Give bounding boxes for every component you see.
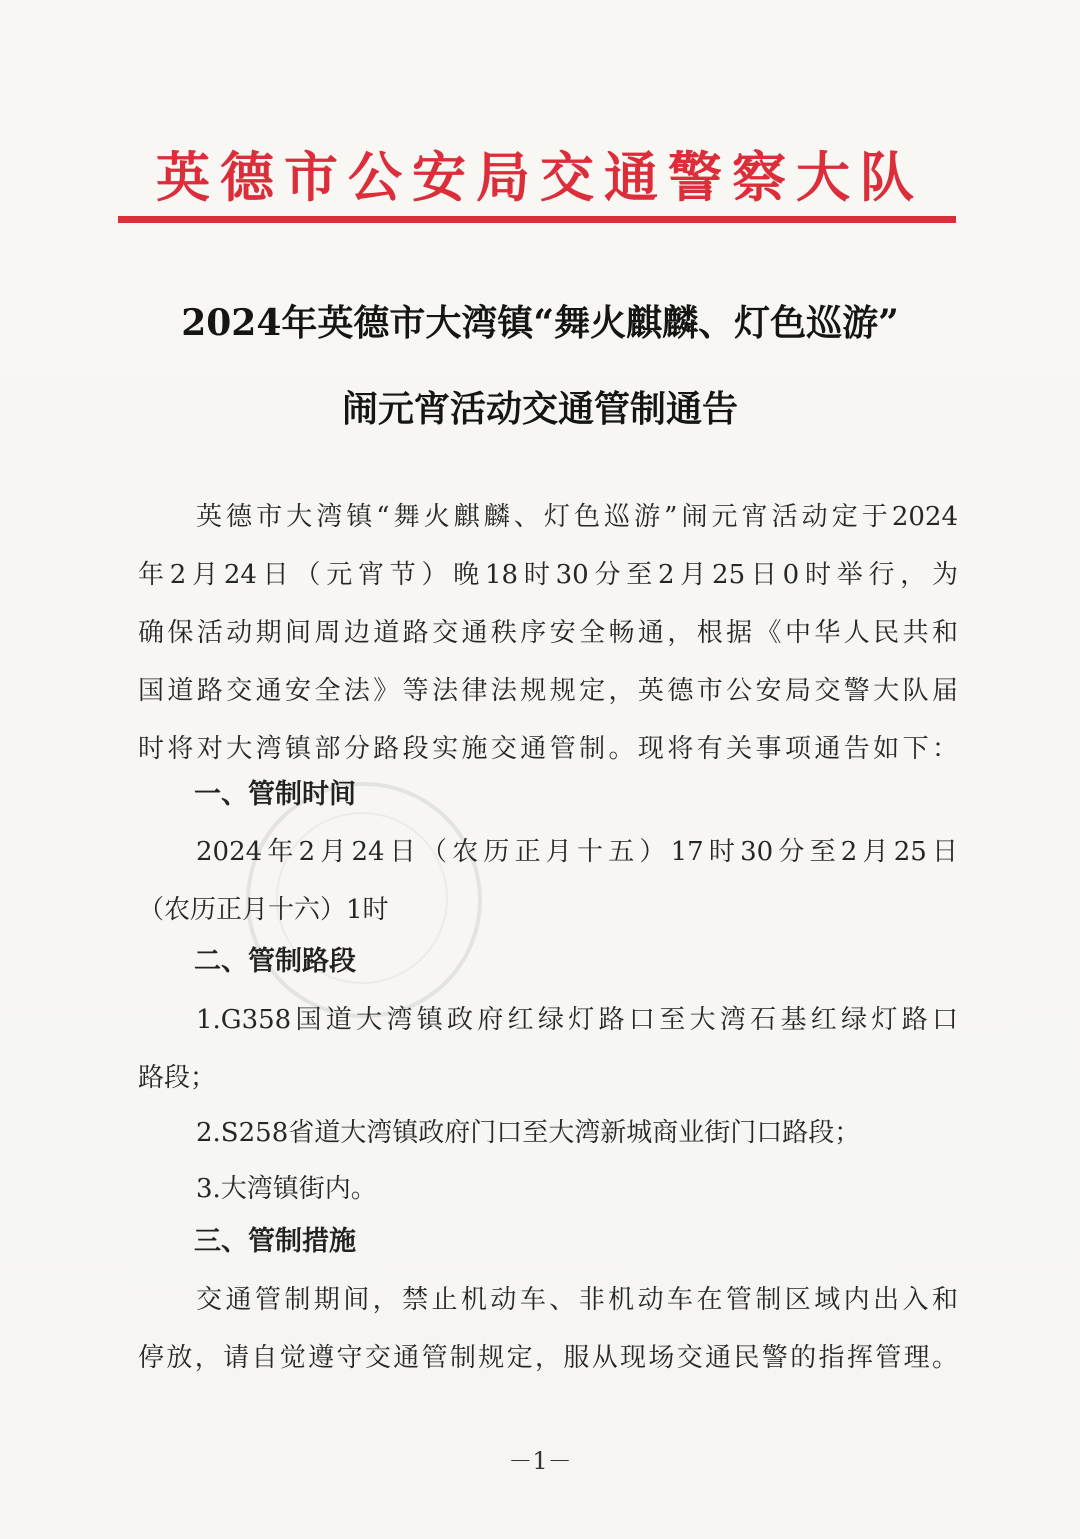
- control-road-line: 3.大湾镇街内。: [196, 1174, 377, 1204]
- control-road-line: 路段；: [138, 1063, 217, 1093]
- control-time-paragraph: [138, 823, 958, 939]
- letterhead-red-rule: [118, 216, 956, 223]
- letterhead-title: 英德市公安局交通警察大队: [156, 146, 924, 209]
- control-time-line: 2024年2月24日（农历正月十五）17时30分至2月25日: [196, 837, 958, 867]
- section-heading-control-roads: 二、管制路段: [194, 946, 356, 977]
- intro-line: 确保活动期间周边道路交通秩序安全畅通，根据《中华人民共和: [138, 618, 958, 648]
- notice-title-line-1: 2024年英德市大湾镇“舞火麒麟、灯色巡游”: [181, 302, 899, 344]
- intro-paragraph: [138, 488, 958, 778]
- control-measures-paragraph: [138, 1271, 958, 1387]
- control-road-line: 2.S258省道大湾镇政府门口至大湾新城商业街门口路段；: [196, 1118, 861, 1148]
- intro-line: 年2月24日（元宵节）晚18时30分至2月25日0时举行，为: [138, 560, 958, 590]
- control-measures-line: 停放，请自觉遵守交通管制规定，服从现场交通民警的指挥管理。: [138, 1343, 958, 1373]
- section-heading-control-time: 一、管制时间: [194, 779, 356, 810]
- intro-line: 英德市大湾镇“舞火麒麟、灯色巡游”闹元宵活动定于2024: [196, 502, 958, 532]
- control-road-item-1: [138, 991, 958, 1107]
- control-road-item-2: [138, 1104, 958, 1162]
- control-road-item-3: [138, 1160, 958, 1218]
- intro-line: 时将对大湾镇部分路段实施交通管制。现将有关事项通告如下：: [138, 734, 958, 764]
- section-heading-control-measures: 三、管制措施: [194, 1226, 356, 1257]
- control-road-line: 1.G358国道大湾镇政府红绿灯路口至大湾石基红绿灯路口: [196, 1005, 958, 1035]
- intro-line: 国道路交通安全法》等法律法规规定，英德市公安局交警大队届: [138, 676, 958, 706]
- control-time-line: （农历正月十六）1时: [138, 895, 389, 925]
- notice-title-line-2: 闹元宵活动交通管制通告: [341, 388, 738, 430]
- page-number: －1－: [508, 1447, 572, 1475]
- control-measures-line: 交通管制期间，禁止机动车、非机动车在管制区域内出入和: [196, 1285, 958, 1315]
